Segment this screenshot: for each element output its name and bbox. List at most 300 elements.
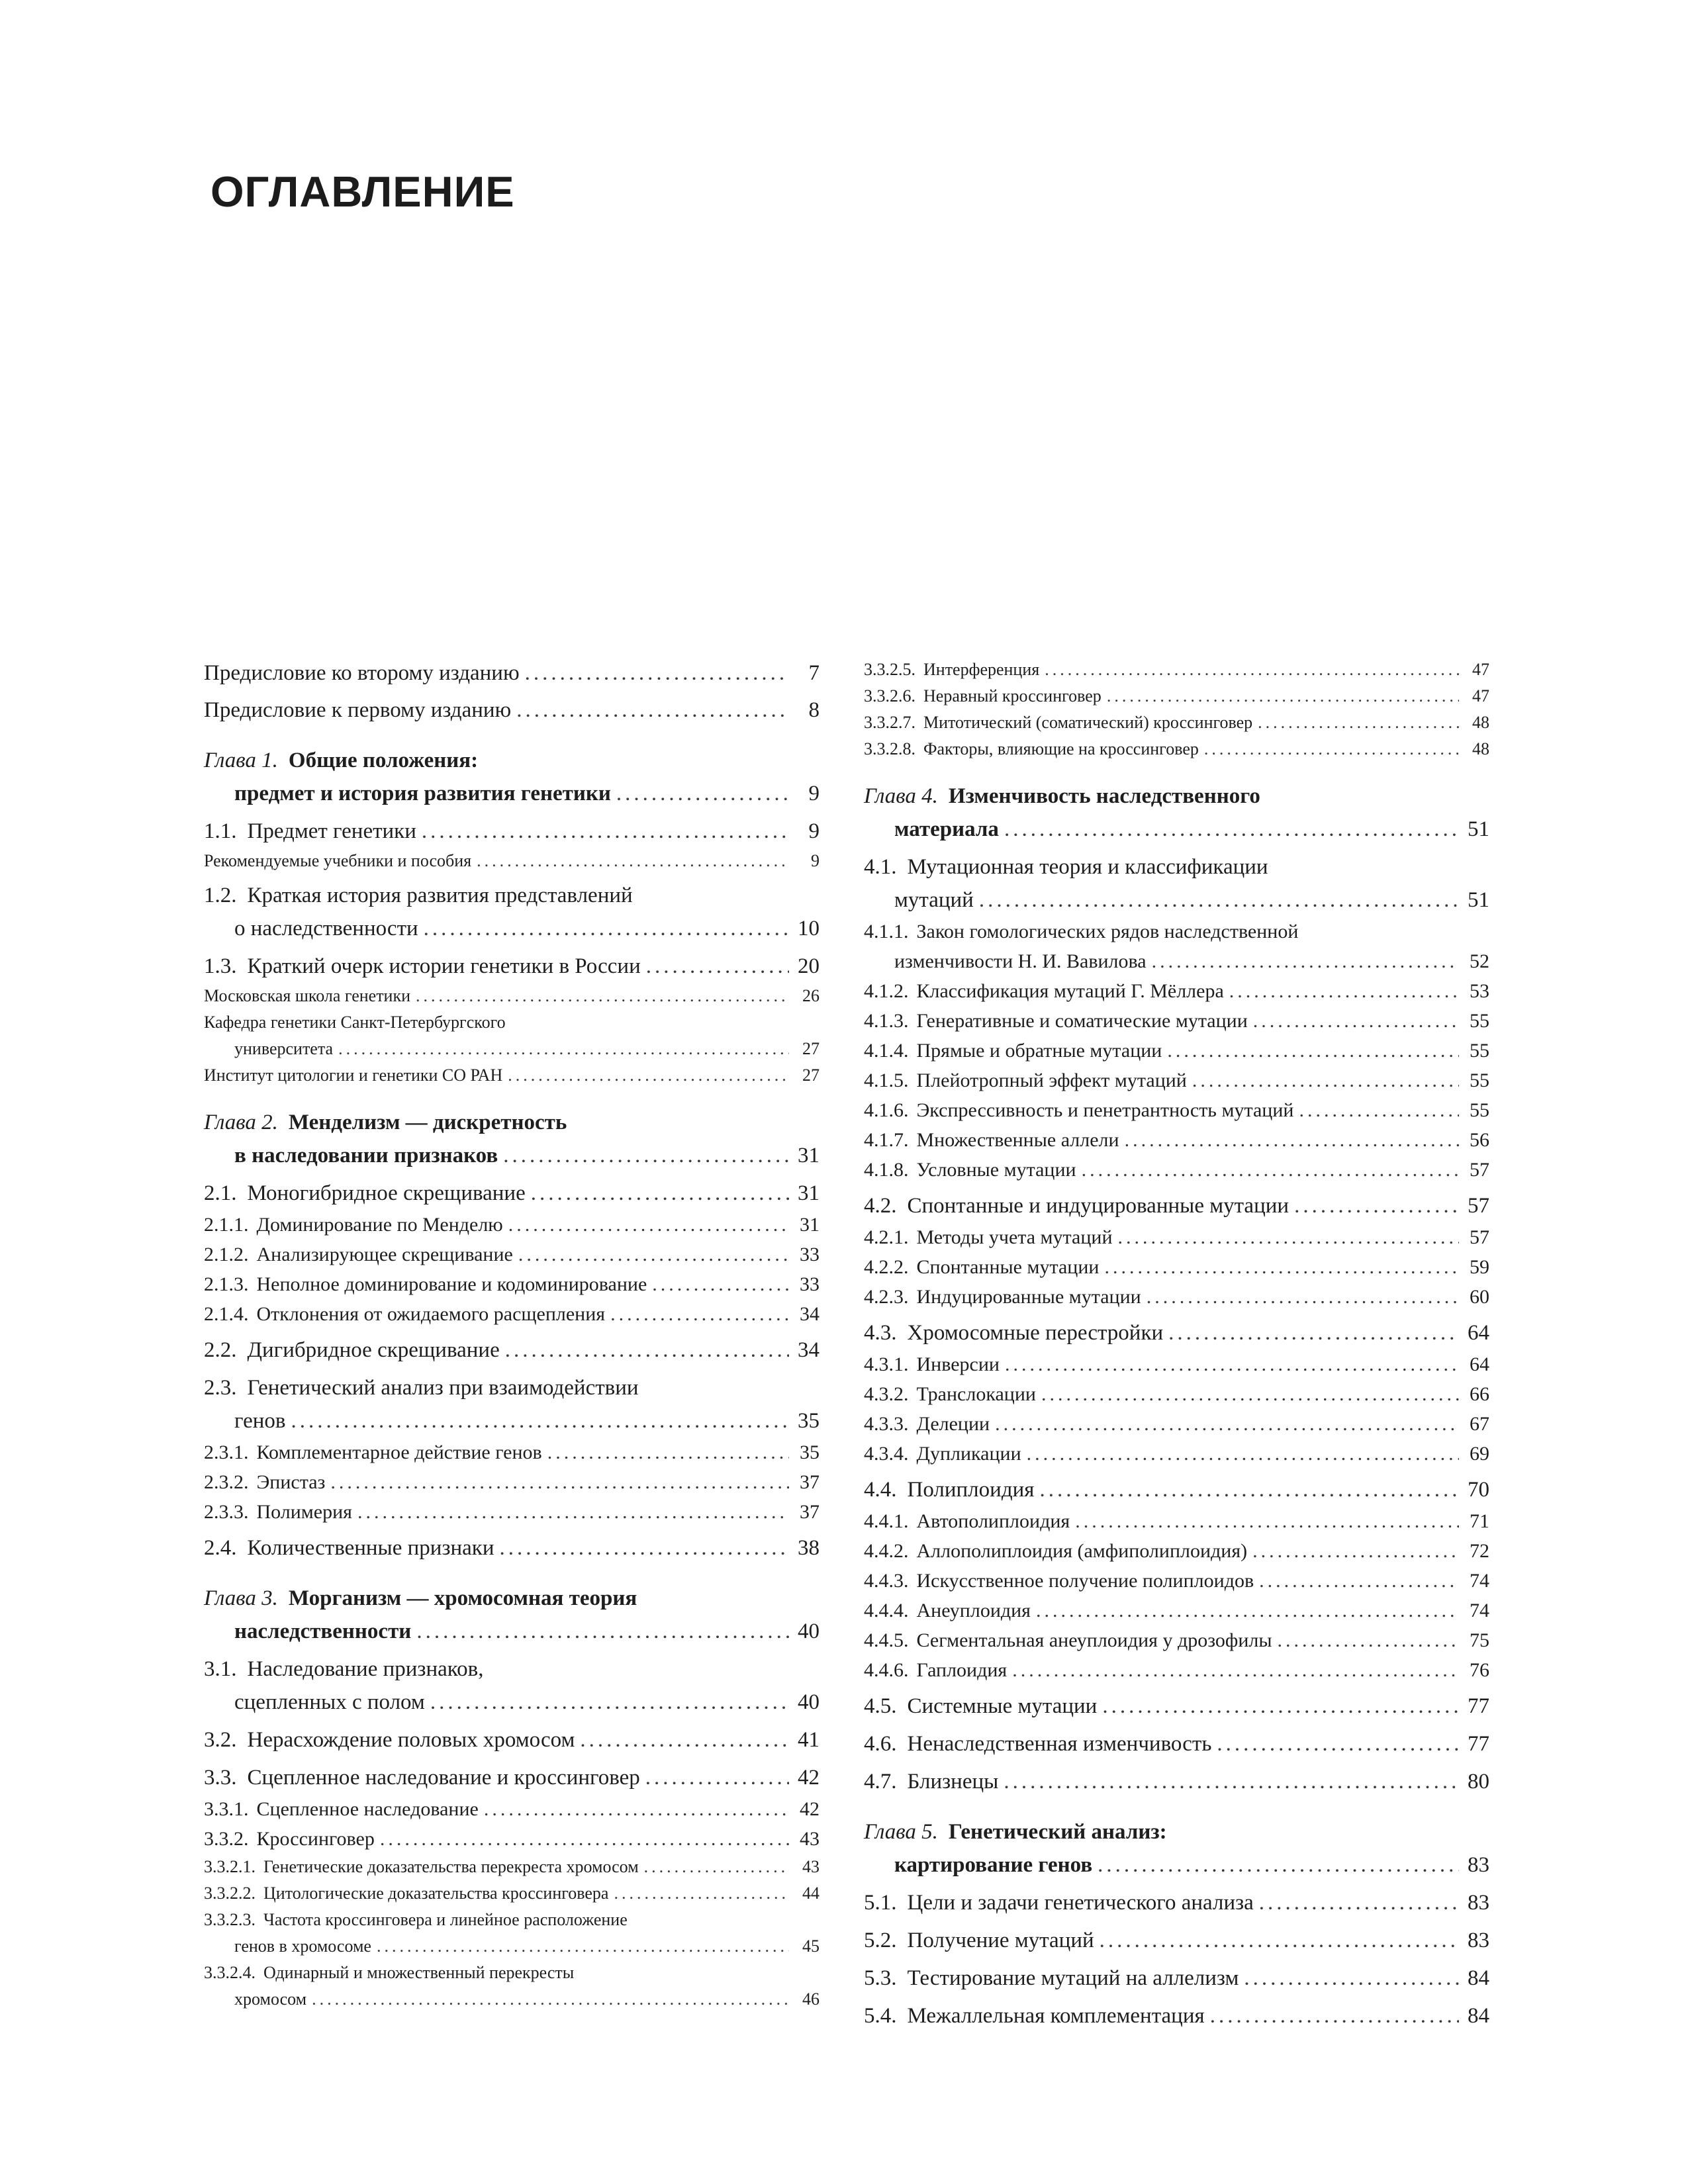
toc-entry: [864, 657, 1489, 683]
toc-entry-line: [864, 1690, 1489, 1723]
page-number: 40: [798, 1690, 820, 1714]
entry-title: генов в хромосоме: [234, 1936, 371, 1956]
entry-number: 2.1.4.: [204, 1303, 249, 1325]
toc-entry-line: [864, 1379, 1489, 1409]
page-number: 26: [802, 986, 820, 1005]
page-number: 51: [1468, 888, 1489, 912]
dot-leader: [1012, 1655, 1459, 1685]
entry-number: 5.1.: [864, 1891, 897, 1915]
dot-leader: [291, 1404, 790, 1437]
entry-title: Московская школа генетики: [204, 986, 411, 1005]
dot-leader: [614, 1880, 789, 1907]
entry-number: 3.3.2.3.: [204, 1910, 256, 1929]
entry-number: 4.3.: [864, 1321, 897, 1345]
page-number: 33: [800, 1273, 820, 1295]
dot-leader: [1102, 1690, 1459, 1723]
toc-entry: [864, 1625, 1489, 1655]
toc-entry: [864, 1379, 1489, 1409]
dot-leader: [1168, 1316, 1459, 1349]
toc-entry: [204, 1653, 820, 1719]
entry-title: сцепленных с полом: [234, 1690, 425, 1714]
entry-number: 4.6.: [864, 1732, 897, 1756]
entry-title: Краткий очерк истории генетики в России: [247, 954, 641, 978]
entry-title: Митотический (соматический) кроссинговер: [923, 713, 1253, 732]
entry-number: 3.3.: [204, 1766, 237, 1790]
dot-leader: [1075, 1506, 1459, 1536]
entry-title: Факторы, влияющие на кроссинговер: [923, 739, 1199, 758]
toc-entry-line: [204, 1240, 820, 1269]
toc-entry-line: [864, 1765, 1489, 1798]
page-number: 67: [1470, 1413, 1489, 1435]
page-number: 8: [808, 698, 820, 722]
entry-title: Краткая история развития представлений: [247, 884, 633, 907]
entry-title: Отклонения от ожидаемого расщепления: [256, 1303, 606, 1325]
page-number: 53: [1470, 980, 1489, 1002]
dot-leader: [995, 1409, 1459, 1439]
dot-leader: [416, 1615, 789, 1648]
page-number: 9: [811, 851, 820, 870]
toc-entry-line: [864, 1886, 1489, 1919]
dot-leader: [508, 1062, 789, 1089]
dot-leader: [580, 1723, 789, 1756]
entry-title: изменчивости Н. И. Вавилова: [894, 950, 1147, 972]
dot-leader: [1278, 1625, 1459, 1655]
toc-entry-line: [204, 1009, 820, 1036]
entry-title: Менделизм — дискретность: [288, 1111, 567, 1134]
dot-leader: [477, 848, 789, 874]
toc-entry: [864, 1252, 1489, 1282]
toc-entry: [864, 1189, 1489, 1222]
toc-column-right: [864, 657, 1489, 2032]
entry-number: 4.1.: [864, 855, 897, 879]
entry-number: 3.3.2.5.: [864, 660, 915, 679]
dot-leader: [1217, 1727, 1459, 1760]
toc-entry: [864, 1886, 1489, 1919]
toc-entry-line: [204, 1062, 820, 1089]
toc-entry-line: [204, 1437, 820, 1467]
toc-entry: [864, 1095, 1489, 1125]
toc-entry: [204, 1880, 820, 1907]
entry-number: 2.2.: [204, 1338, 237, 1362]
entry-title: Неполное доминирование и кодоминирование: [256, 1273, 647, 1295]
toc-entry-line: [864, 1282, 1489, 1312]
toc-entry-line: [864, 1189, 1489, 1222]
page-number: 72: [1470, 1540, 1489, 1562]
toc-entry: [204, 879, 820, 945]
entry-title: предмет и история развития генетики: [234, 782, 611, 805]
dot-leader: [484, 1794, 789, 1824]
toc-entry-line: [864, 1924, 1489, 1957]
entry-number: 2.3.3.: [204, 1501, 249, 1523]
toc-entry-line: [864, 1596, 1489, 1625]
toc-entry-line: [864, 683, 1489, 709]
page-number: 74: [1470, 1600, 1489, 1621]
entry-title: Одинарный и множественный перекресты: [263, 1963, 575, 1982]
entry-title: Дигибридное скрещивание: [247, 1338, 500, 1362]
page-number: 52: [1470, 950, 1489, 972]
toc-entry: [204, 1531, 820, 1565]
toc-entry: [864, 1566, 1489, 1596]
dot-leader: [1253, 1006, 1459, 1036]
dot-leader: [416, 983, 789, 1009]
toc-entry: [204, 1371, 820, 1437]
entry-title: Множественные аллели: [916, 1129, 1119, 1151]
toc-entry: [864, 1349, 1489, 1379]
page-number: 27: [802, 1039, 820, 1058]
page-number: 31: [798, 1181, 820, 1205]
dot-leader: [1167, 1036, 1459, 1066]
entry-title: университета: [234, 1039, 334, 1058]
entry-number: 3.3.2.: [204, 1828, 249, 1850]
toc-column-left: [204, 657, 820, 2032]
toc-entry: [864, 736, 1489, 762]
toc-entry: [204, 744, 820, 810]
entry-number: 4.3.2.: [864, 1383, 909, 1405]
toc-entry-line: [864, 1566, 1489, 1596]
entry-title: материала: [894, 817, 999, 841]
toc-entry: [204, 1467, 820, 1497]
page-number: 80: [1468, 1770, 1489, 1794]
page-number: 83: [1468, 1853, 1489, 1877]
toc-entry-line: [864, 976, 1489, 1006]
toc-entry: [864, 1316, 1489, 1349]
page-number: 40: [798, 1619, 820, 1643]
dot-leader: [518, 1240, 789, 1269]
entry-title: Условные мутации: [916, 1159, 1076, 1181]
entry-title: Нерасхождение половых хромосом: [247, 1728, 575, 1752]
page-number: 20: [798, 954, 820, 978]
toc-entry-line: [204, 912, 820, 945]
toc-entry: [204, 1269, 820, 1299]
entry-number: Глава 2.: [204, 1111, 278, 1134]
toc-entry-line: [864, 1962, 1489, 1995]
toc-entry-line: [864, 657, 1489, 683]
dot-leader: [499, 1531, 789, 1565]
dot-leader: [1104, 1252, 1459, 1282]
toc-entry-line: [204, 1933, 820, 1960]
toc-entry-line: [864, 884, 1489, 917]
dot-leader: [1147, 1282, 1459, 1312]
toc-entry: [864, 976, 1489, 1006]
entry-title: наследственности: [234, 1619, 412, 1643]
entry-title: Неравный кроссинговер: [923, 686, 1102, 705]
page-number: 74: [1470, 1570, 1489, 1592]
dot-leader: [1259, 1886, 1459, 1919]
page-number: 48: [1472, 713, 1489, 732]
entry-number: 3.3.2.7.: [864, 713, 915, 732]
toc-entry: [864, 1036, 1489, 1066]
entry-number: 4.1.2.: [864, 980, 909, 1002]
page-number: 33: [800, 1244, 820, 1265]
page-number: 70: [1468, 1478, 1489, 1502]
page-number: 64: [1468, 1321, 1489, 1345]
dot-leader: [525, 657, 789, 690]
toc-entry: [864, 1765, 1489, 1798]
entry-title: Генетический анализ:: [948, 1820, 1167, 1844]
dot-leader: [1210, 1999, 1459, 2032]
toc-entry-line: [864, 1536, 1489, 1566]
page-number: 9: [808, 782, 820, 805]
dot-leader: [1027, 1439, 1459, 1469]
toc-entry: [204, 1062, 820, 1089]
entry-title: Изменчивость наследственного: [948, 784, 1260, 808]
entry-number: 4.7.: [864, 1770, 897, 1794]
entry-title: Плейотропный эффект мутаций: [916, 1069, 1187, 1091]
toc-entry-line: [864, 1252, 1489, 1282]
page-number: 55: [1470, 1040, 1489, 1062]
toc-entry: [864, 780, 1489, 846]
toc-entry: [204, 815, 820, 848]
page-number: 44: [802, 1884, 820, 1903]
toc-entry-line: [204, 657, 820, 690]
toc-entry-line: [864, 780, 1489, 813]
entry-title: Предисловие к первому изданию: [204, 698, 512, 722]
entry-title: Цели и задачи генетического анализа: [907, 1891, 1254, 1915]
entry-number: 3.2.: [204, 1728, 237, 1752]
entry-title: Классификация мутаций Г. Мёллера: [916, 980, 1224, 1002]
toc-entry: [864, 1999, 1489, 2032]
entry-title: Полимерия: [256, 1501, 352, 1523]
toc-entry-line: [204, 1467, 820, 1497]
entry-title: Анализирующее скрещивание: [256, 1244, 513, 1265]
page-number: 47: [1472, 686, 1489, 705]
dot-leader: [1125, 1125, 1459, 1155]
toc-entry-line: [204, 1761, 820, 1794]
entry-title: Генетические доказательства перекреста хромосом: [263, 1857, 639, 1876]
entry-title: Делеции: [916, 1413, 990, 1435]
entry-title: мутаций: [894, 888, 974, 912]
toc-entry: [204, 1177, 820, 1210]
toc-entry-line: [864, 1473, 1489, 1506]
toc-entry: [204, 657, 820, 690]
toc-entry-line: [864, 1222, 1489, 1252]
entry-number: 3.3.2.8.: [864, 739, 915, 758]
entry-title: генов: [234, 1409, 286, 1433]
page-number: 76: [1470, 1659, 1489, 1681]
entry-number: 1.3.: [204, 954, 237, 978]
toc-entry: [204, 1009, 820, 1062]
entry-title: Спонтанные мутации: [916, 1256, 1100, 1278]
dot-leader: [531, 1177, 789, 1210]
entry-title: в наследовании признаков: [234, 1144, 498, 1167]
dot-leader: [380, 1824, 789, 1854]
toc-entry-line: [864, 917, 1489, 946]
page-number: 77: [1468, 1732, 1489, 1756]
toc-entry-line: [204, 879, 820, 912]
entry-title: Предисловие ко второму изданию: [204, 661, 520, 685]
entry-number: 5.3.: [864, 1966, 897, 1990]
entry-title: Морганизм — хромосомная теория: [288, 1586, 637, 1610]
toc-entry-line: [864, 1155, 1489, 1185]
entry-number: 4.2.1.: [864, 1226, 909, 1248]
page-number: 35: [798, 1409, 820, 1433]
dot-leader: [1082, 1155, 1459, 1185]
page-number: 59: [1470, 1256, 1489, 1278]
entry-title: Искусственное получение полиплоидов: [916, 1570, 1254, 1592]
toc-entry: [864, 917, 1489, 976]
entry-title: Доминирование по Менделю: [256, 1214, 503, 1236]
entry-number: 4.2.2.: [864, 1256, 909, 1278]
entry-title: Институт цитологии и генетики СО РАН: [204, 1066, 503, 1085]
toc-entry-line: [864, 1815, 1489, 1848]
entry-title: Гаплоидия: [916, 1659, 1008, 1681]
toc-entry-line: [204, 1371, 820, 1404]
toc-entry-line: [204, 1139, 820, 1172]
toc-entry: [864, 1727, 1489, 1760]
dot-leader: [616, 777, 789, 810]
entry-number: 4.1.3.: [864, 1010, 909, 1032]
toc-entry-line: [204, 1907, 820, 1933]
dot-leader: [505, 1334, 789, 1367]
entry-number: 1.1.: [204, 819, 237, 843]
page-number: 37: [800, 1501, 820, 1523]
toc-entry: [204, 848, 820, 874]
toc-entry-line: [864, 813, 1489, 846]
entry-title: Количественные признаки: [247, 1536, 494, 1560]
entry-title: Экспрессивность и пенетрантность мутаций: [916, 1099, 1294, 1121]
dot-leader: [1204, 736, 1459, 762]
page-number: 37: [800, 1471, 820, 1493]
dot-leader: [610, 1299, 789, 1329]
entry-number: Глава 3.: [204, 1586, 278, 1610]
toc-entry: [204, 1240, 820, 1269]
toc-entry-line: [204, 815, 820, 848]
toc-entry: [864, 1690, 1489, 1723]
entry-title: Кафедра генетики Санкт-Петербургского: [204, 1013, 506, 1032]
page-number: 45: [802, 1936, 820, 1956]
entry-title: Хромосомные перестройки: [907, 1321, 1164, 1345]
toc-entry: [204, 1794, 820, 1824]
toc-entry-line: [204, 1497, 820, 1527]
entry-title: Дупликации: [916, 1443, 1021, 1465]
dot-leader: [1259, 1566, 1459, 1596]
toc-entry: [204, 1437, 820, 1467]
dot-leader: [1192, 1066, 1459, 1095]
dot-leader: [357, 1497, 789, 1527]
page-number: 35: [800, 1441, 820, 1463]
dot-leader: [1299, 1095, 1459, 1125]
page-number: 42: [800, 1798, 820, 1820]
dot-leader: [1004, 813, 1459, 846]
page-number: 9: [808, 819, 820, 843]
toc-entry: [204, 694, 820, 727]
entry-title: Аллополиплоидия (амфиполиплоидия): [916, 1540, 1248, 1562]
entry-number: 3.1.: [204, 1657, 237, 1681]
toc-entry: [204, 1723, 820, 1756]
toc-entry-line: [204, 1582, 820, 1615]
page-title: ОГЛАВЛЕНИЕ: [211, 167, 515, 216]
dot-leader: [645, 1761, 789, 1794]
entry-number: 4.1.6.: [864, 1099, 909, 1121]
toc-entry: [204, 1907, 820, 1960]
toc-entry-line: [864, 1349, 1489, 1379]
toc-entry-line: [864, 1409, 1489, 1439]
toc-entry-line: [864, 736, 1489, 762]
entry-number: 2.1.: [204, 1181, 237, 1205]
page-number: 75: [1470, 1629, 1489, 1651]
entry-number: 5.2.: [864, 1929, 897, 1952]
dot-leader: [1258, 709, 1459, 736]
toc-entry-line: [204, 983, 820, 1009]
page-number: 7: [808, 661, 820, 685]
page-number: 83: [1468, 1891, 1489, 1915]
toc-entry-line: [204, 1794, 820, 1824]
toc-entry-line: [204, 1723, 820, 1756]
dot-leader: [1045, 657, 1459, 683]
toc-entry-line: [864, 1655, 1489, 1685]
toc-entry: [204, 983, 820, 1009]
toc-entry-line: [204, 1334, 820, 1367]
toc-entry: [204, 1582, 820, 1648]
entry-title: Предмет генетики: [247, 819, 416, 843]
toc-entry-line: [864, 1727, 1489, 1760]
entry-number: 4.2.3.: [864, 1286, 909, 1308]
entry-title: о наследственности: [234, 917, 418, 940]
toc-entry-line: [864, 1439, 1489, 1469]
entry-title: Закон гомологических рядов наследственной: [916, 921, 1299, 942]
entry-number: 5.4.: [864, 2004, 897, 2028]
entry-number: 2.3.2.: [204, 1471, 249, 1493]
page-number: 34: [800, 1303, 820, 1325]
toc-entry: [864, 1962, 1489, 1995]
page-number: 57: [1470, 1159, 1489, 1181]
entry-number: 3.3.2.4.: [204, 1963, 256, 1982]
toc-entry: [864, 1125, 1489, 1155]
toc-entry-line: [864, 1506, 1489, 1536]
dot-leader: [547, 1437, 789, 1467]
toc-entry-line: [204, 777, 820, 810]
page-number: 27: [802, 1066, 820, 1085]
entry-title: Ненаследственная изменчивость: [907, 1732, 1212, 1756]
entry-title: Транслокации: [916, 1383, 1036, 1405]
entry-number: 4.4.: [864, 1478, 897, 1502]
toc-entry: [204, 1960, 820, 2013]
toc-entry-line: [864, 946, 1489, 976]
dot-leader: [1107, 683, 1459, 709]
entry-number: 4.2.: [864, 1194, 897, 1218]
toc-entry-line: [204, 1531, 820, 1565]
entry-title: Наследование признаков,: [247, 1657, 484, 1681]
dot-leader: [330, 1467, 789, 1497]
page-number: 47: [1472, 660, 1489, 679]
toc-entry-line: [204, 1269, 820, 1299]
dot-leader: [652, 1269, 789, 1299]
dot-leader: [1294, 1189, 1459, 1222]
dot-leader: [503, 1139, 789, 1172]
toc-entry: [864, 850, 1489, 917]
toc-entry-line: [204, 1653, 820, 1686]
page-number: 10: [798, 917, 820, 940]
toc-entry-line: [864, 850, 1489, 884]
toc-entry-line: [864, 1066, 1489, 1095]
entry-number: 4.1.4.: [864, 1040, 909, 1062]
entry-title: Автополиплоидия: [916, 1510, 1070, 1532]
toc-entry-line: [864, 1125, 1489, 1155]
dot-leader: [1098, 1848, 1459, 1882]
toc-entry: [204, 1299, 820, 1329]
entry-title: Сегментальная анеуплоидия у дрозофилы: [916, 1629, 1272, 1651]
page-number: 34: [798, 1338, 820, 1362]
page-number: 84: [1468, 1966, 1489, 1990]
toc-entry: [204, 1854, 820, 1880]
page-number: 43: [802, 1857, 820, 1876]
page-number: 51: [1468, 817, 1489, 841]
toc-entry-line: [864, 1848, 1489, 1882]
page-number: 43: [800, 1828, 820, 1850]
dot-leader: [1229, 976, 1459, 1006]
entry-title: Генетический анализ при взаимодействии: [247, 1376, 639, 1400]
toc-entry-line: [204, 1960, 820, 1986]
